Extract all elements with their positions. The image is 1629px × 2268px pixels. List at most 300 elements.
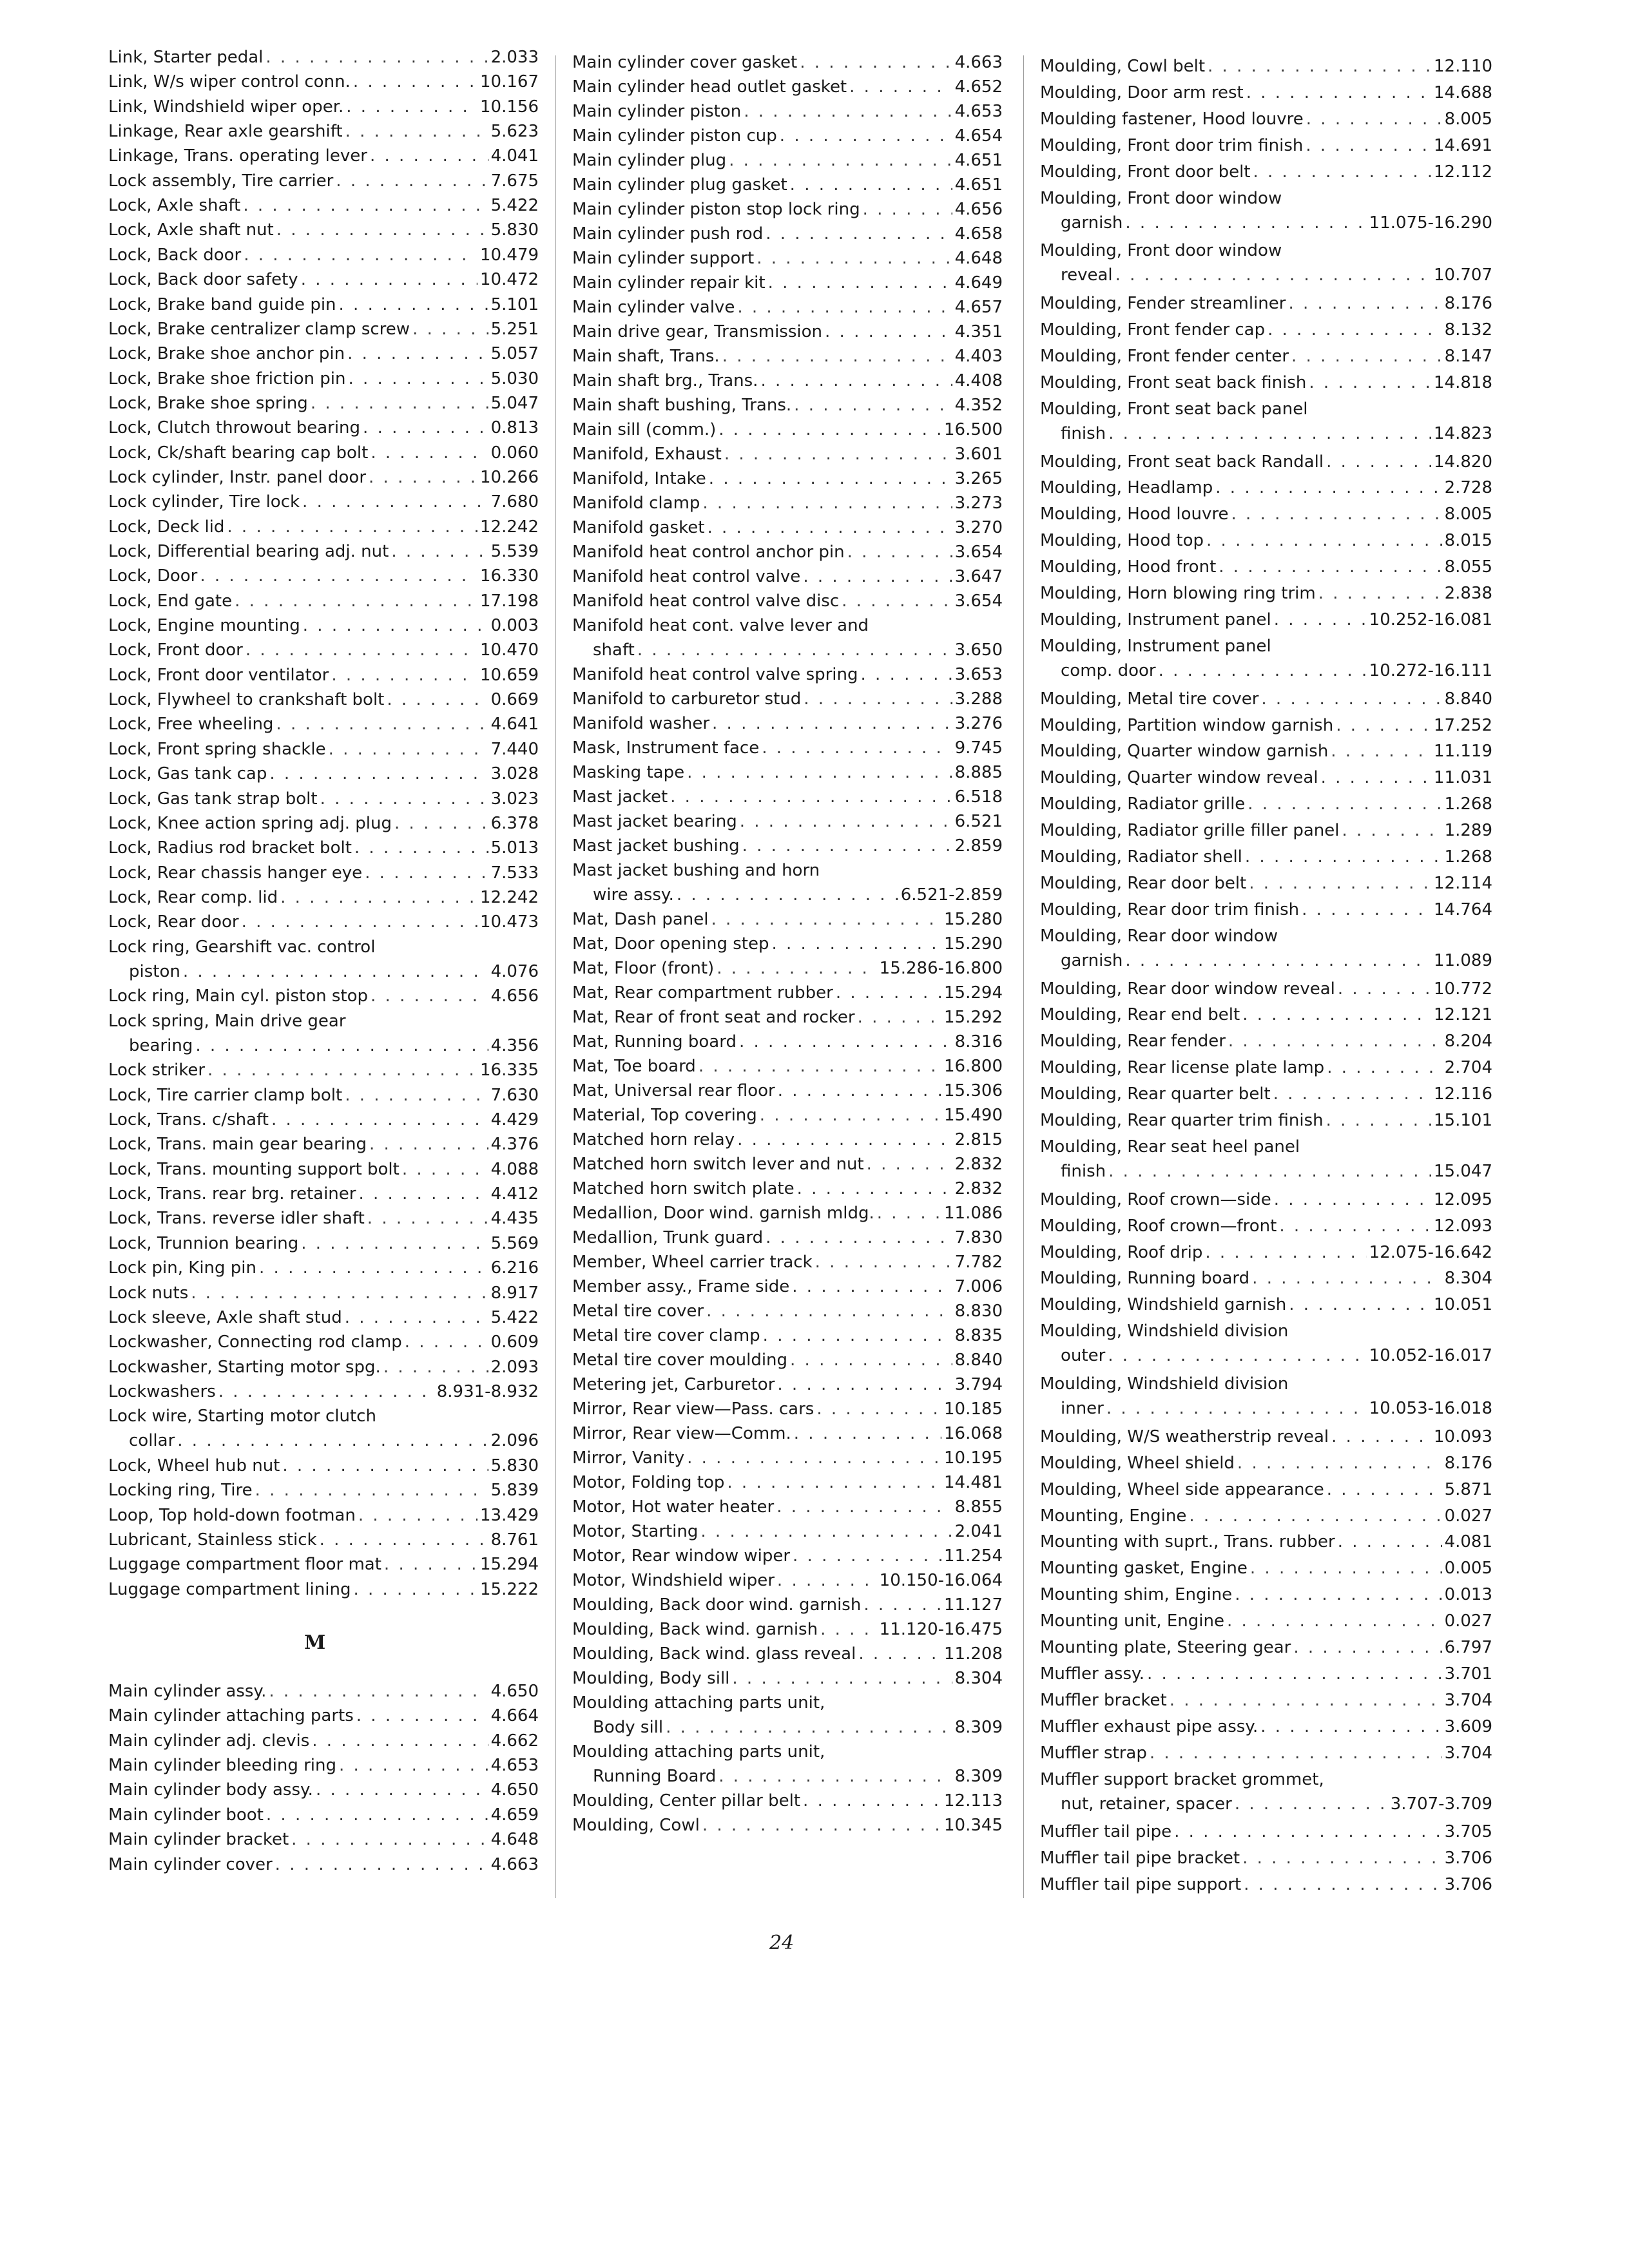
entry-reference-number: 15.290 xyxy=(944,934,1003,954)
entry-name: Mast jacket bushing xyxy=(572,836,740,856)
entry-name: Moulding, Wheel shield xyxy=(1040,1453,1235,1473)
entry-reference-number: 5.422 xyxy=(490,196,539,216)
entry-line xyxy=(572,1250,1003,1274)
entry-name: Lockwasher, Starting motor spg. xyxy=(108,1357,381,1377)
entry-reference-number: 2.093 xyxy=(490,1357,539,1377)
index-entry xyxy=(1040,1319,1492,1368)
index-entry xyxy=(108,95,539,119)
dot-leader xyxy=(387,687,488,712)
index-entry xyxy=(1040,450,1492,474)
dot-leader xyxy=(1342,818,1441,843)
entry-name: Mast jacket bushing and horn xyxy=(572,861,820,880)
entry-reference-number: 2.859 xyxy=(954,836,1003,856)
entry-reference-number: 14.764 xyxy=(1434,899,1492,919)
dot-leader xyxy=(339,293,488,317)
dot-leader xyxy=(849,75,952,99)
entry-name: Moulding, Hood louvre xyxy=(1040,505,1229,524)
entry-reference-number: 11.127 xyxy=(944,1595,1003,1615)
dot-leader xyxy=(1170,1688,1442,1713)
entry-name: Lock, Engine mounting xyxy=(108,616,300,636)
entry-name: Muffler support bracket grommet, xyxy=(1040,1769,1324,1789)
entry-name: Moulding, Front door trim finish xyxy=(1040,135,1304,155)
entry-name: Main cylinder piston cup xyxy=(572,126,777,146)
dot-leader xyxy=(1237,1451,1442,1475)
dot-leader xyxy=(847,540,952,564)
index-entry xyxy=(1040,1293,1492,1317)
entry-name: Manifold, Exhaust xyxy=(572,445,722,464)
entry-name: Moulding, Back door wind. garnish xyxy=(572,1595,862,1615)
entry-line xyxy=(108,1256,539,1280)
dot-leader xyxy=(739,1030,952,1054)
entry-reference-number: 15.101 xyxy=(1434,1111,1492,1130)
dot-leader xyxy=(858,1005,941,1030)
index-entry xyxy=(1040,1741,1492,1765)
entry-line xyxy=(1040,54,1492,79)
index-entry xyxy=(108,465,539,490)
entry-reference-number: 10.707 xyxy=(1434,265,1492,285)
entry-line xyxy=(1040,1820,1492,1844)
dot-leader xyxy=(699,1054,941,1079)
entry-line xyxy=(1040,1240,1492,1265)
entry-line xyxy=(572,1568,1003,1593)
dot-leader xyxy=(1327,1477,1442,1502)
entry-name: Moulding, Back wind. garnish xyxy=(572,1620,818,1639)
index-entry xyxy=(108,836,539,860)
entry-line xyxy=(1040,1108,1492,1133)
entry-name: Lock cylinder, Instr. panel door xyxy=(108,467,367,487)
dot-leader xyxy=(384,1552,477,1577)
dot-leader xyxy=(744,99,952,124)
dot-leader xyxy=(722,344,952,369)
entry-name: Motor, Starting xyxy=(572,1522,699,1541)
dot-leader xyxy=(740,809,952,834)
entry-reference-number: 12.075-16.642 xyxy=(1369,1242,1492,1262)
entry-reference-number: 3.288 xyxy=(954,689,1003,709)
index-entry xyxy=(1040,739,1492,764)
entry-line xyxy=(108,1083,539,1108)
entry-name: Mounting with suprt., Trans. rubber xyxy=(1040,1532,1335,1552)
entry-line xyxy=(108,218,539,242)
index-entry xyxy=(572,1617,1003,1642)
index-entry xyxy=(108,441,539,465)
entry-name: Main cylinder push rod xyxy=(572,224,764,244)
entry-name: Manifold to carburetor stud xyxy=(572,689,802,709)
entry-name: Moulding, Radiator grille xyxy=(1040,794,1246,814)
dot-leader xyxy=(271,1108,488,1132)
entry-line xyxy=(572,1103,1003,1128)
index-entry xyxy=(572,246,1003,271)
entry-name: Mirror, Vanity xyxy=(572,1448,685,1468)
dot-leader xyxy=(1208,54,1431,79)
entry-line xyxy=(572,173,1003,197)
index-entry xyxy=(1040,1688,1492,1713)
entry-reference-number: 5.539 xyxy=(490,542,539,561)
dot-leader xyxy=(345,1305,488,1330)
entry-line xyxy=(108,910,539,934)
entry-line xyxy=(572,1299,1003,1323)
entry-reference-number: 16.335 xyxy=(480,1061,539,1081)
dot-leader xyxy=(1252,1266,1441,1291)
entry-line xyxy=(108,861,539,885)
entry-continuation-line xyxy=(108,1428,539,1453)
index-entry xyxy=(572,1642,1003,1666)
entry-reference-number: 1.268 xyxy=(1444,794,1492,814)
entry-reference-number: 7.830 xyxy=(954,1228,1003,1247)
dot-leader xyxy=(316,1778,488,1802)
index-entry xyxy=(108,1528,539,1552)
dot-leader xyxy=(711,907,941,932)
entry-line xyxy=(1040,1688,1492,1713)
entry-line xyxy=(572,222,1003,246)
entry-line xyxy=(1040,397,1492,421)
index-entry xyxy=(108,490,539,514)
index-entry xyxy=(1040,1108,1492,1133)
dot-leader xyxy=(1326,1108,1431,1133)
entry-name: Lock, Back door xyxy=(108,245,242,265)
entry-name: Moulding, Horn blowing ring trim xyxy=(1040,584,1316,603)
entry-name: Lock pin, King pin xyxy=(108,1258,257,1278)
entry-name: Lock, Radius rod bracket bolt xyxy=(108,838,352,858)
index-entry xyxy=(108,341,539,366)
entry-name: Link, Windshield wiper oper. xyxy=(108,97,344,117)
entry-reference-number: 10.150-16.064 xyxy=(879,1571,1003,1590)
entry-reference-number: 3.265 xyxy=(954,469,1003,488)
entry-reference-number: 11.119 xyxy=(1434,742,1492,762)
entry-name-continued: finish xyxy=(1061,423,1106,443)
index-entry xyxy=(1040,845,1492,869)
entry-line xyxy=(108,341,539,366)
index-entry xyxy=(108,416,539,440)
dot-leader xyxy=(371,441,488,465)
entry-name: Main cylinder support xyxy=(572,249,755,268)
entry-name: Metal tire cover xyxy=(572,1302,704,1321)
dot-leader xyxy=(369,465,477,490)
entry-reference-number: 8.304 xyxy=(954,1669,1003,1688)
index-entry xyxy=(108,1753,539,1778)
dot-leader xyxy=(370,144,488,168)
entry-line xyxy=(572,418,1003,442)
dot-leader xyxy=(804,687,952,711)
dot-leader xyxy=(1273,1082,1431,1106)
entry-reference-number: 3.701 xyxy=(1444,1664,1492,1684)
entry-name: Manifold, Intake xyxy=(572,469,706,488)
index-entry xyxy=(572,344,1003,369)
entry-line xyxy=(572,1177,1003,1201)
index-entry xyxy=(108,1157,539,1182)
index-entry xyxy=(108,1803,539,1827)
entry-line xyxy=(108,169,539,193)
index-entry xyxy=(108,1729,539,1753)
dot-leader xyxy=(794,1421,941,1446)
index-entry xyxy=(108,539,539,564)
entry-name: Moulding, Front door belt xyxy=(1040,162,1251,182)
index-entry xyxy=(572,1397,1003,1421)
entry-name: Main cylinder plug xyxy=(572,151,727,170)
entry-line xyxy=(108,1108,539,1132)
entry-name: Lock, Front door xyxy=(108,640,243,660)
index-entry xyxy=(572,515,1003,540)
entry-name: Moulding, Windshield garnish xyxy=(1040,1295,1287,1315)
entry-name: Link, W/s wiper control conn. xyxy=(108,72,351,92)
index-entry xyxy=(572,418,1003,442)
entry-line xyxy=(572,1372,1003,1397)
entry-name: Manifold washer xyxy=(572,714,710,733)
index-entry xyxy=(572,50,1003,75)
entry-reference-number: 11.031 xyxy=(1434,768,1492,788)
entry-line xyxy=(1040,1767,1492,1792)
dot-leader xyxy=(291,1827,488,1852)
entry-name: Main shaft, Trans. xyxy=(572,347,720,366)
index-entry xyxy=(572,1201,1003,1225)
entry-name: Lock, Trans. main gear bearing xyxy=(108,1135,367,1155)
entry-reference-number: 15.222 xyxy=(480,1579,539,1599)
entry-name: Mat, Floor (front) xyxy=(572,959,715,978)
dot-leader xyxy=(777,1568,877,1593)
entry-reference-number: 4.657 xyxy=(954,298,1003,317)
index-entry xyxy=(572,1225,1003,1250)
entry-reference-number: 10.167 xyxy=(480,72,539,92)
index-entry xyxy=(572,491,1003,515)
entry-name: Lock, Trans. reverse idler shaft xyxy=(108,1209,365,1229)
index-entry xyxy=(1040,818,1492,843)
entry-line xyxy=(572,540,1003,564)
index-entry xyxy=(572,148,1003,173)
dot-leader xyxy=(803,1789,941,1813)
entry-reference-number: 2.832 xyxy=(954,1179,1003,1198)
entry-line xyxy=(572,736,1003,760)
entry-name: Mast jacket xyxy=(572,787,668,807)
entry-line xyxy=(1040,1214,1492,1238)
entry-reference-number: 4.376 xyxy=(490,1135,539,1155)
entry-line xyxy=(108,1305,539,1330)
entry-continuation-line xyxy=(1040,211,1492,235)
index-entry xyxy=(572,760,1003,785)
entry-line xyxy=(108,1503,539,1528)
index-entry xyxy=(572,564,1003,589)
entry-name: Manifold heat control anchor pin xyxy=(572,543,845,562)
entry-reference-number: 15.280 xyxy=(944,910,1003,929)
entry-line xyxy=(108,317,539,341)
entry-line xyxy=(1040,344,1492,369)
entry-reference-number: 5.830 xyxy=(490,1456,539,1475)
entry-name: Moulding, W/S weatherstrip reveal xyxy=(1040,1427,1329,1446)
entry-line xyxy=(1040,186,1492,211)
entry-reference-number: 8.309 xyxy=(954,1718,1003,1737)
entry-reference-number: 4.403 xyxy=(954,347,1003,366)
index-entry xyxy=(1040,476,1492,500)
entry-line xyxy=(572,1030,1003,1054)
entry-name: Lock, Front spring shackle xyxy=(108,739,326,759)
entry-reference-number: 10.051 xyxy=(1434,1295,1492,1315)
entry-reference-number: 4.648 xyxy=(490,1830,539,1850)
entry-reference-number: 2.096 xyxy=(490,1431,539,1451)
entry-name: Loop, Top hold-down footman xyxy=(108,1505,356,1525)
entry-name: Moulding, Rear door belt xyxy=(1040,873,1247,893)
dot-leader xyxy=(706,1299,952,1323)
entry-name: Moulding, Rear door window reveal xyxy=(1040,979,1335,999)
entry-name: Mast jacket bearing xyxy=(572,812,737,831)
index-entry xyxy=(572,1446,1003,1470)
dot-leader xyxy=(311,391,488,416)
dot-leader xyxy=(737,1128,952,1152)
entry-reference-number: 4.351 xyxy=(954,322,1003,341)
index-entry xyxy=(572,124,1003,148)
entry-name: Main cylinder attaching parts xyxy=(108,1706,354,1726)
entry-line xyxy=(1040,1662,1492,1686)
entry-name: Mat, Door opening step xyxy=(572,934,769,954)
dot-leader xyxy=(1227,1609,1442,1633)
entry-line xyxy=(108,1330,539,1354)
dot-leader xyxy=(1327,1055,1441,1080)
index-entry xyxy=(108,193,539,218)
dot-leader xyxy=(320,1528,488,1552)
entry-reference-number: 5.871 xyxy=(1444,1479,1492,1499)
entry-name: Main cylinder cover xyxy=(108,1854,273,1874)
entry-name: Moulding, Front fender cap xyxy=(1040,320,1266,340)
index-entry xyxy=(108,1182,539,1206)
index-entry xyxy=(572,687,1003,711)
entry-line xyxy=(572,1519,1003,1544)
index-entry xyxy=(1040,344,1492,369)
entry-reference-number: 3.706 xyxy=(1444,1875,1492,1895)
dot-leader xyxy=(183,959,488,984)
dot-leader xyxy=(768,271,952,295)
index-entry xyxy=(572,320,1003,344)
entry-reference-number: 2.033 xyxy=(490,48,539,67)
entry-line xyxy=(108,45,539,70)
entry-name: Moulding, Rear license plate lamp xyxy=(1040,1058,1325,1078)
entry-reference-number: 5.623 xyxy=(490,122,539,142)
index-entry xyxy=(1040,1214,1492,1238)
entry-reference-number: 8.761 xyxy=(490,1530,539,1550)
dot-leader xyxy=(320,787,488,811)
entry-reference-number: 6.216 xyxy=(490,1258,539,1278)
index-entry xyxy=(108,1704,539,1728)
index-entry xyxy=(572,907,1003,932)
entry-name: Lock cylinder, Tire lock xyxy=(108,492,300,512)
entry-reference-number: 4.041 xyxy=(490,146,539,166)
entry-name-continued: nut, retainer, spacer xyxy=(1061,1794,1232,1814)
index-entry xyxy=(1040,713,1492,738)
entry-reference-number: 7.675 xyxy=(490,171,539,191)
entry-name: Moulding, Front seat back panel xyxy=(1040,399,1308,419)
entry-line xyxy=(108,293,539,317)
entry-reference-number: 5.013 xyxy=(490,838,539,858)
entry-name: Manifold heat control valve disc xyxy=(572,591,840,611)
entry-line xyxy=(1040,871,1492,896)
entry-name: Lock nuts xyxy=(108,1283,189,1303)
index-entry xyxy=(1040,1767,1492,1816)
entry-reference-number: 4.412 xyxy=(490,1184,539,1204)
entry-reference-number: 15.306 xyxy=(944,1081,1003,1100)
dot-leader xyxy=(1231,502,1442,526)
entry-name: Moulding, Front door window xyxy=(1040,241,1282,261)
entry-name-continued: bearing xyxy=(129,1035,193,1055)
entry-line xyxy=(572,1128,1003,1152)
index-entry xyxy=(1040,1055,1492,1080)
entry-name: Lock assembly, Tire carrier xyxy=(108,171,334,191)
entry-line xyxy=(572,589,1003,613)
dot-leader xyxy=(1274,608,1367,632)
entry-reference-number: 10.659 xyxy=(480,665,539,685)
entry-reference-number: 10.345 xyxy=(944,1816,1003,1835)
index-entry xyxy=(108,1552,539,1577)
entry-line xyxy=(572,246,1003,271)
dot-leader xyxy=(244,243,477,267)
entry-line xyxy=(572,148,1003,173)
entry-name: Mirror, Rear view—Comm. xyxy=(572,1424,791,1443)
entry-line xyxy=(1040,1372,1492,1396)
entry-line xyxy=(572,1813,1003,1838)
entry-name: Moulding, Rear quarter trim finish xyxy=(1040,1111,1324,1130)
entry-reference-number: 7.782 xyxy=(954,1253,1003,1272)
dot-leader xyxy=(207,1058,477,1082)
entry-reference-number: 12.095 xyxy=(1434,1189,1492,1209)
entry-line xyxy=(1040,291,1492,316)
entry-line xyxy=(1040,792,1492,816)
entry-reference-number: 3.706 xyxy=(1444,1849,1492,1869)
entry-line xyxy=(1040,924,1492,948)
entry-continuation-line xyxy=(1040,263,1492,287)
entry-line xyxy=(1040,898,1492,922)
entry-reference-number: 6.521 xyxy=(954,812,1003,831)
entry-name: Mat, Toe board xyxy=(572,1057,696,1076)
entry-name: Member, Wheel carrier track xyxy=(572,1253,813,1272)
entry-reference-number: 2.838 xyxy=(1444,584,1492,603)
dot-leader xyxy=(863,197,952,222)
entry-reference-number: 0.669 xyxy=(490,690,539,710)
entry-reference-number: 8.835 xyxy=(954,1326,1003,1345)
index-entry xyxy=(108,613,539,638)
entry-line xyxy=(1040,107,1492,131)
entry-reference-number: 3.028 xyxy=(490,764,539,784)
index-entry xyxy=(572,1005,1003,1030)
dot-leader xyxy=(195,1033,488,1058)
entry-name: Moulding, Instrument panel xyxy=(1040,636,1271,656)
entry-line xyxy=(108,1729,539,1753)
index-entry xyxy=(1040,1662,1492,1686)
entry-name: Moulding, Wheel side appearance xyxy=(1040,1479,1324,1499)
entry-name: Motor, Rear window wiper xyxy=(572,1546,791,1566)
entry-reference-number: 8.055 xyxy=(1444,557,1492,577)
dot-leader xyxy=(1206,528,1442,553)
dot-leader xyxy=(1331,1425,1431,1449)
entry-line xyxy=(108,119,539,144)
entry-name: Metal tire cover clamp xyxy=(572,1326,760,1345)
entry-line xyxy=(1040,1187,1492,1212)
dot-leader xyxy=(365,861,488,885)
entry-reference-number: 0.003 xyxy=(490,616,539,636)
entry-line xyxy=(1040,450,1492,474)
entry-name: Moulding, Rear end belt xyxy=(1040,1005,1240,1025)
dot-leader xyxy=(1228,1029,1442,1053)
entry-reference-number: 10.470 xyxy=(480,640,539,660)
index-entry xyxy=(572,711,1003,736)
dot-leader xyxy=(354,836,488,860)
entry-reference-number: 4.659 xyxy=(490,1805,539,1825)
entry-line xyxy=(572,1446,1003,1470)
entry-line xyxy=(108,1231,539,1256)
entry-line xyxy=(108,1132,539,1157)
index-entry xyxy=(108,1827,539,1852)
entry-line xyxy=(1040,713,1492,738)
dot-leader xyxy=(218,1379,434,1404)
index-entry xyxy=(1040,1504,1492,1528)
entry-name: Moulding, Radiator shell xyxy=(1040,847,1242,867)
dot-leader xyxy=(1106,1396,1367,1421)
entry-name-continued: garnish xyxy=(1061,950,1123,970)
entry-name: Moulding, Rear fender xyxy=(1040,1032,1226,1052)
